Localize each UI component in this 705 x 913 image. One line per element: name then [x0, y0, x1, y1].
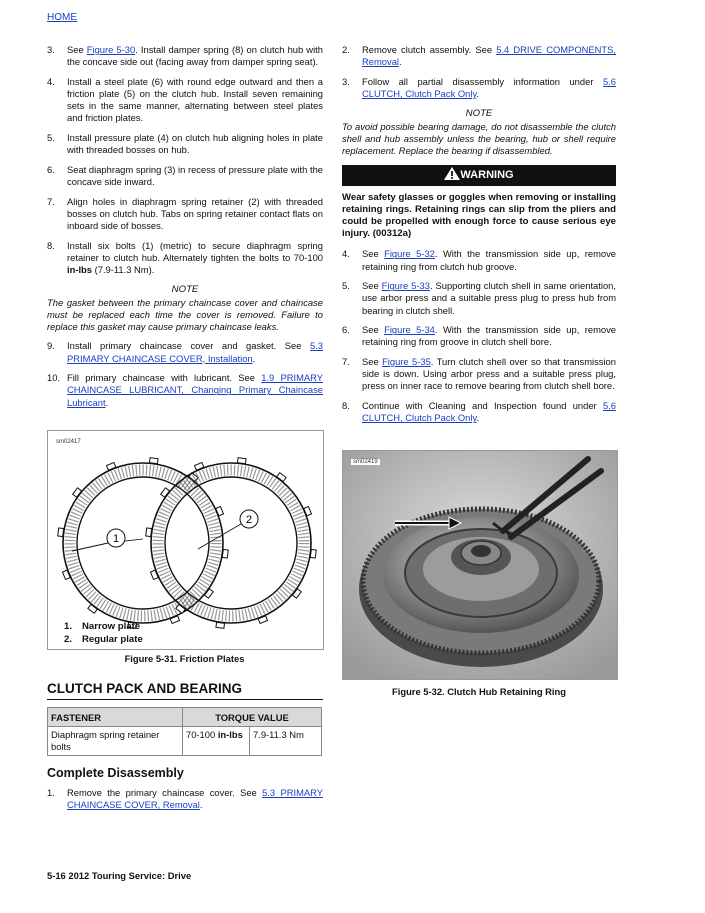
note-title: NOTE: [171, 283, 199, 295]
step-number: 2.: [342, 44, 350, 55]
cross-reference-link[interactable]: Figure 5-34: [384, 324, 435, 336]
step-number: 4.: [342, 248, 350, 260]
step-text: . With the transmission side up, remove retaining ring from groove in clutch shell bore.: [362, 324, 616, 348]
step-text: Remove clutch assembly. See: [362, 44, 497, 55]
section-title: CLUTCH PACK AND BEARING: [47, 681, 242, 696]
step-item: [342, 280, 616, 317]
cross-reference-link[interactable]: Figure 5-35: [382, 356, 431, 367]
step-text: Continue with Cleaning and Inspection found under: [362, 400, 603, 411]
left-steps-list-b: [47, 340, 323, 408]
step-number: 9.: [47, 340, 55, 352]
cross-reference-link[interactable]: 5.6 CLUTCH, Clutch Pack Only: [362, 75, 616, 99]
cross-reference-link[interactable]: 5.6 CLUTCH, Clutch Pack Only: [362, 400, 616, 424]
step-text: . Supporting clutch shell in same orientation, use arbor press and a suitable press plug to press hub from bearing in clutch shell.: [362, 280, 616, 316]
cross-reference-link[interactable]: 1.9 PRIMARY CHAINCASE LUBRICANT, Changing Primary Chaincase Lubricant: [67, 372, 323, 408]
step-text: Follow all partial disassembly information under: [362, 75, 603, 87]
table-row: [48, 727, 322, 756]
step-item: [47, 340, 323, 364]
figure-id: sm02417: [56, 439, 81, 445]
step-item: [342, 324, 616, 348]
warning-banner: [342, 165, 616, 186]
step-item: [342, 400, 616, 424]
step-item: [342, 44, 616, 68]
figure-clutch-hub-ring: [342, 450, 618, 680]
step-number: 8.: [47, 239, 55, 251]
step-text: See: [362, 356, 383, 367]
step-text: Fill primary chaincase with lubricant. See: [67, 372, 262, 384]
step-item: [47, 196, 323, 233]
step-text: .: [399, 56, 402, 68]
step-number: 1.: [47, 787, 55, 798]
legend-item-2: 2. Regular plate: [64, 633, 143, 645]
step-text: .: [199, 799, 203, 811]
callout-1: [72, 529, 143, 551]
home-link[interactable]: HOME: [47, 12, 77, 23]
step-text: See: [362, 324, 385, 336]
note-title: NOTE: [465, 107, 493, 119]
figure-id: sm02419: [353, 459, 378, 465]
cross-reference-link[interactable]: 5.3 PRIMARY CHAINCASE COVER, Installation: [67, 340, 323, 364]
step-text: Install primary chaincase cover and gasket. See: [67, 340, 310, 352]
left-steps-list: [47, 44, 323, 276]
cross-reference-link[interactable]: Figure 5-32: [384, 248, 435, 260]
step-number: 5.: [47, 132, 55, 143]
step-item: [342, 248, 616, 272]
figure-friction-plates: [47, 430, 324, 650]
step-text: . Turn clutch shell over so that transmission side is down. Using arbor press and a suitable press plug, press on inner race to remove bearing from clutch shell bore.: [362, 356, 616, 392]
step-text: .: [476, 412, 480, 424]
cross-reference-link[interactable]: Figure 5-33: [381, 280, 430, 292]
step-text: Install a steel plate (6) with round edge outward and then a friction plate (5) on the clutch hub. Install seven remaining sets in the same manner, alternating between steel plates and friction plates.: [67, 75, 323, 124]
cross-reference-link[interactable]: 5.3 PRIMARY CHAINCASE COVER, Removal: [67, 787, 324, 811]
note-body: To avoid possible bearing damage, do not disassemble the clutch shell and hub assembly unless the bearing, hub or shell require replacement. Replace the bearing if disassembled.: [342, 120, 616, 157]
step-text: Install pressure plate (4) on clutch hub aligning holes in plate with threaded bosses on hub.: [67, 132, 323, 156]
step-item: [47, 44, 323, 68]
step-text: See: [362, 248, 385, 260]
disassembly-column: [47, 787, 323, 819]
friction-plates-drawing: [48, 431, 323, 649]
cross-reference-link[interactable]: 5.4 DRIVE COMPONENTS, Removal: [362, 44, 616, 68]
torque-metric-cell: 7.9-11.3 Nm: [250, 727, 322, 756]
section-rule: [47, 699, 323, 700]
fastener-table: [47, 707, 322, 756]
step-item: [342, 76, 616, 100]
step-text: Seat diaphragm spring (3) in recess of pressure plate with the concave side inward.: [67, 163, 323, 187]
step-item: [47, 787, 323, 811]
step-item: [47, 372, 323, 409]
step-item: [342, 356, 616, 393]
step-item: [47, 132, 323, 156]
step-item: [47, 76, 323, 125]
warning-label: WARNING: [460, 169, 514, 182]
step-item: [47, 164, 323, 188]
step-text: (7.9-11.3 Nm).: [92, 264, 155, 275]
torque-imperial-cell: 70-100 in-lbs: [183, 727, 250, 756]
figure-caption: Figure 5-32. Clutch Hub Retaining Ring: [392, 686, 566, 697]
legend-item-1: 1. Narrow plate: [64, 621, 141, 632]
figure-caption: Figure 5-31. Friction Plates: [124, 653, 245, 664]
right-steps-list: [342, 44, 616, 100]
torque-header: TORQUE VALUE: [183, 708, 322, 727]
right-column: [342, 44, 616, 432]
step-number: 7.: [342, 356, 350, 367]
step-text: Align holes in diaphragm spring retainer (2) with threaded bosses on clutch hub. Tabs on spring retainer contact flats on inboard side of bosses.: [67, 195, 323, 231]
step-number: 8.: [342, 400, 350, 411]
step-text: Install six bolts (1) (metric) to secure diaphragm spring retainer to clutch hub. Alternately tighten the bolts to 70-100: [67, 239, 323, 263]
step-number: 5.: [342, 280, 350, 292]
note-body: The gasket between the primary chaincase cover and chaincase must be replaced each time the cover is removed. Failure to replace this gasket may cause primary chaincase leaks.: [47, 296, 323, 333]
step-number: 3.: [47, 44, 55, 55]
fastener-cell: Diaphragm spring retainer bolts: [48, 727, 183, 756]
step-number: 6.: [342, 324, 350, 336]
figure-legend: [64, 621, 143, 646]
step-text: See: [67, 44, 87, 55]
step-text: .: [252, 352, 256, 364]
disassembly-steps-list: [47, 787, 323, 811]
cross-reference-link[interactable]: Figure 5-30: [86, 44, 136, 55]
step-number: 10.: [47, 372, 61, 384]
step-text: . Install damper spring (8) on clutch hub with the concave side out (facing away from damper spring seat).: [67, 44, 323, 68]
step-text: .: [476, 88, 480, 99]
step-text: .: [105, 396, 109, 408]
step-item: [47, 240, 323, 277]
fastener-header: FASTENER: [48, 708, 183, 727]
step-bold-text: in-lbs: [67, 264, 92, 275]
page-footer: 5-16 2012 Touring Service: Drive: [47, 870, 192, 881]
step-number: 7.: [47, 195, 55, 207]
clutch-hub-photo: [343, 451, 617, 679]
warning-triangle-icon: [444, 167, 460, 180]
step-number: 4.: [47, 75, 55, 87]
callout-2-label: 2: [245, 514, 253, 526]
step-number: 6.: [47, 163, 55, 175]
left-column: [47, 44, 323, 416]
step-number: 3.: [342, 75, 350, 87]
subsection-title: Complete Disassembly: [47, 766, 184, 780]
step-text: . With the transmission side up, remove retaining ring from clutch hub groove.: [362, 248, 616, 272]
step-text: Remove the primary chaincase cover. See: [67, 787, 263, 798]
callout-1-label: 1: [112, 533, 120, 545]
right-steps-list-b: [342, 248, 616, 424]
warning-text: Wear safety glasses or goggles when removing or installing retaining rings. Retaining rings can slip from the pliers and could be propelled with enough force to cause serious eye injury. (00312a): [342, 192, 616, 240]
step-text: See: [362, 280, 382, 292]
